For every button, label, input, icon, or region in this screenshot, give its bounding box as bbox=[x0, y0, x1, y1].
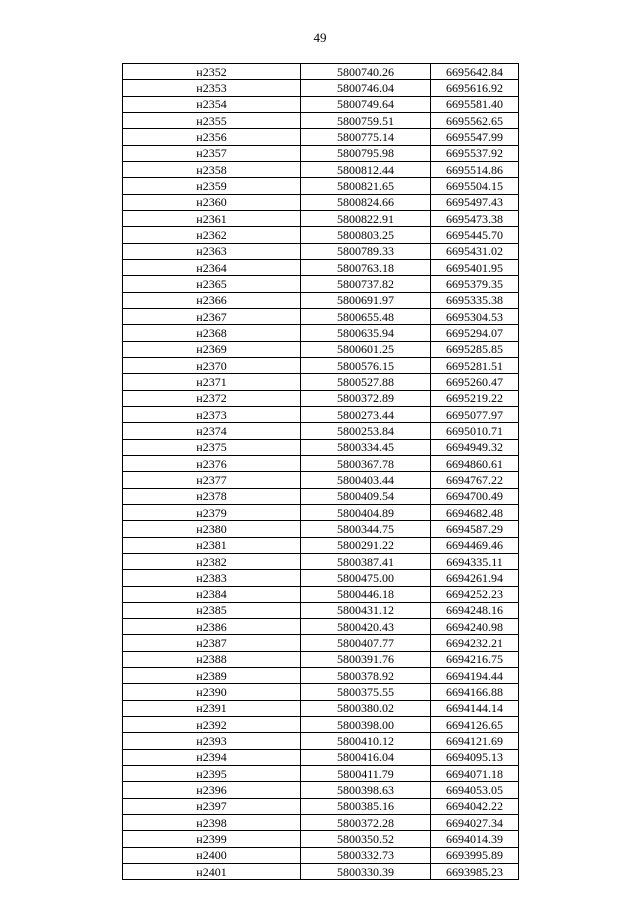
coordinate-table bbox=[122, 63, 519, 880]
y-coordinate-cell: 6695304.53 bbox=[431, 308, 519, 324]
table-row bbox=[123, 635, 519, 651]
table-row bbox=[123, 733, 519, 749]
x-coordinate-cell: 5800759.51 bbox=[301, 112, 431, 128]
table-row bbox=[123, 749, 519, 765]
y-coordinate-cell: 6694860.61 bbox=[431, 455, 519, 471]
y-coordinate-cell: 6694240.98 bbox=[431, 619, 519, 635]
y-coordinate-cell: 6693985.23 bbox=[431, 864, 519, 880]
point-name-cell: н2360 bbox=[123, 194, 301, 210]
y-coordinate-cell: 6694587.29 bbox=[431, 521, 519, 537]
table-row bbox=[123, 80, 519, 96]
x-coordinate-cell: 5800527.88 bbox=[301, 374, 431, 390]
x-coordinate-cell: 5800403.44 bbox=[301, 472, 431, 488]
y-coordinate-cell: 6694027.34 bbox=[431, 815, 519, 831]
point-name-cell: н2370 bbox=[123, 357, 301, 373]
x-coordinate-cell: 5800824.66 bbox=[301, 194, 431, 210]
table-row bbox=[123, 439, 519, 455]
table-row bbox=[123, 766, 519, 782]
y-coordinate-cell: 6695581.40 bbox=[431, 96, 519, 112]
x-coordinate-cell: 5800387.41 bbox=[301, 553, 431, 569]
y-coordinate-cell: 6694014.39 bbox=[431, 831, 519, 847]
table-row bbox=[123, 455, 519, 471]
point-name-cell: н2371 bbox=[123, 374, 301, 390]
y-coordinate-cell: 6695285.85 bbox=[431, 341, 519, 357]
point-name-cell: н2373 bbox=[123, 406, 301, 422]
x-coordinate-cell: 5800601.25 bbox=[301, 341, 431, 357]
y-coordinate-cell: 6695514.86 bbox=[431, 161, 519, 177]
point-name-cell: н2394 bbox=[123, 749, 301, 765]
y-coordinate-cell: 6695219.22 bbox=[431, 390, 519, 406]
y-coordinate-cell: 6695547.99 bbox=[431, 129, 519, 145]
x-coordinate-cell: 5800795.98 bbox=[301, 145, 431, 161]
point-name-cell: н2357 bbox=[123, 145, 301, 161]
table-row bbox=[123, 341, 519, 357]
x-coordinate-cell: 5800475.00 bbox=[301, 570, 431, 586]
y-coordinate-cell: 6694949.32 bbox=[431, 439, 519, 455]
x-coordinate-cell: 5800789.33 bbox=[301, 243, 431, 259]
y-coordinate-cell: 6695379.35 bbox=[431, 276, 519, 292]
point-name-cell: н2355 bbox=[123, 112, 301, 128]
x-coordinate-cell: 5800576.15 bbox=[301, 357, 431, 373]
table-row bbox=[123, 782, 519, 798]
y-coordinate-cell: 6694261.94 bbox=[431, 570, 519, 586]
table-row bbox=[123, 700, 519, 716]
page-number: 49 bbox=[313, 30, 327, 45]
point-name-cell: н2356 bbox=[123, 129, 301, 145]
point-name-cell: н2392 bbox=[123, 717, 301, 733]
table-row bbox=[123, 64, 519, 80]
point-name-cell: н2374 bbox=[123, 423, 301, 439]
y-coordinate-cell: 6695294.07 bbox=[431, 325, 519, 341]
x-coordinate-cell: 5800410.12 bbox=[301, 733, 431, 749]
point-name-cell: н2358 bbox=[123, 161, 301, 177]
y-coordinate-cell: 6694216.75 bbox=[431, 651, 519, 667]
point-name-cell: н2385 bbox=[123, 602, 301, 618]
y-coordinate-cell: 6694121.69 bbox=[431, 733, 519, 749]
point-name-cell: н2369 bbox=[123, 341, 301, 357]
table-row bbox=[123, 406, 519, 422]
x-coordinate-cell: 5800380.02 bbox=[301, 700, 431, 716]
point-name-cell: н2380 bbox=[123, 521, 301, 537]
point-name-cell: н2367 bbox=[123, 308, 301, 324]
table-row bbox=[123, 537, 519, 553]
point-name-cell: н2361 bbox=[123, 210, 301, 226]
y-coordinate-cell: 6695260.47 bbox=[431, 374, 519, 390]
table-row bbox=[123, 831, 519, 847]
table-row bbox=[123, 259, 519, 275]
x-coordinate-cell: 5800404.89 bbox=[301, 504, 431, 520]
y-coordinate-cell: 6695335.38 bbox=[431, 292, 519, 308]
point-name-cell: н2359 bbox=[123, 178, 301, 194]
point-name-cell: н2401 bbox=[123, 864, 301, 880]
y-coordinate-cell: 6695616.92 bbox=[431, 80, 519, 96]
x-coordinate-cell: 5800367.78 bbox=[301, 455, 431, 471]
table-row bbox=[123, 194, 519, 210]
x-coordinate-cell: 5800253.84 bbox=[301, 423, 431, 439]
point-name-cell: н2376 bbox=[123, 455, 301, 471]
point-name-cell: н2384 bbox=[123, 586, 301, 602]
y-coordinate-cell: 6694767.22 bbox=[431, 472, 519, 488]
y-coordinate-cell: 6694232.21 bbox=[431, 635, 519, 651]
point-name-cell: н2366 bbox=[123, 292, 301, 308]
coordinate-table-body bbox=[123, 64, 519, 880]
point-name-cell: н2396 bbox=[123, 782, 301, 798]
table-row bbox=[123, 243, 519, 259]
point-name-cell: н2353 bbox=[123, 80, 301, 96]
y-coordinate-cell: 6694126.65 bbox=[431, 717, 519, 733]
y-coordinate-cell: 6694194.44 bbox=[431, 668, 519, 684]
y-coordinate-cell: 6695445.70 bbox=[431, 227, 519, 243]
point-name-cell: н2381 bbox=[123, 537, 301, 553]
y-coordinate-cell: 6694682.48 bbox=[431, 504, 519, 520]
y-coordinate-cell: 6695473.38 bbox=[431, 210, 519, 226]
x-coordinate-cell: 5800385.16 bbox=[301, 798, 431, 814]
table-row bbox=[123, 145, 519, 161]
point-name-cell: н2352 bbox=[123, 64, 301, 80]
point-name-cell: н2388 bbox=[123, 651, 301, 667]
x-coordinate-cell: 5800655.48 bbox=[301, 308, 431, 324]
point-name-cell: н2372 bbox=[123, 390, 301, 406]
point-name-cell: н2368 bbox=[123, 325, 301, 341]
y-coordinate-cell: 6693995.89 bbox=[431, 847, 519, 863]
y-coordinate-cell: 6695537.92 bbox=[431, 145, 519, 161]
point-name-cell: н2377 bbox=[123, 472, 301, 488]
y-coordinate-cell: 6695642.84 bbox=[431, 64, 519, 80]
point-name-cell: н2386 bbox=[123, 619, 301, 635]
x-coordinate-cell: 5800416.04 bbox=[301, 749, 431, 765]
point-name-cell: н2365 bbox=[123, 276, 301, 292]
x-coordinate-cell: 5800332.73 bbox=[301, 847, 431, 863]
table-row bbox=[123, 717, 519, 733]
y-coordinate-cell: 6694469.46 bbox=[431, 537, 519, 553]
point-name-cell: н2395 bbox=[123, 766, 301, 782]
table-row bbox=[123, 161, 519, 177]
y-coordinate-cell: 6695431.02 bbox=[431, 243, 519, 259]
point-name-cell: н2363 bbox=[123, 243, 301, 259]
x-coordinate-cell: 5800431.12 bbox=[301, 602, 431, 618]
x-coordinate-cell: 5800344.75 bbox=[301, 521, 431, 537]
table-row bbox=[123, 374, 519, 390]
x-coordinate-cell: 5800763.18 bbox=[301, 259, 431, 275]
x-coordinate-cell: 5800822.91 bbox=[301, 210, 431, 226]
point-name-cell: н2390 bbox=[123, 684, 301, 700]
x-coordinate-cell: 5800803.25 bbox=[301, 227, 431, 243]
x-coordinate-cell: 5800635.94 bbox=[301, 325, 431, 341]
table-row bbox=[123, 308, 519, 324]
y-coordinate-cell: 6694144.14 bbox=[431, 700, 519, 716]
table-row bbox=[123, 684, 519, 700]
x-coordinate-cell: 5800391.76 bbox=[301, 651, 431, 667]
point-name-cell: н2398 bbox=[123, 815, 301, 831]
table-row bbox=[123, 178, 519, 194]
y-coordinate-cell: 6694248.16 bbox=[431, 602, 519, 618]
table-row bbox=[123, 472, 519, 488]
x-coordinate-cell: 5800420.43 bbox=[301, 619, 431, 635]
table-row bbox=[123, 847, 519, 863]
table-row bbox=[123, 864, 519, 880]
x-coordinate-cell: 5800350.52 bbox=[301, 831, 431, 847]
table-row bbox=[123, 129, 519, 145]
table-row bbox=[123, 521, 519, 537]
y-coordinate-cell: 6695562.65 bbox=[431, 112, 519, 128]
point-name-cell: н2375 bbox=[123, 439, 301, 455]
x-coordinate-cell: 5800291.22 bbox=[301, 537, 431, 553]
point-name-cell: н2391 bbox=[123, 700, 301, 716]
point-name-cell: н2364 bbox=[123, 259, 301, 275]
table-row bbox=[123, 488, 519, 504]
x-coordinate-cell: 5800746.04 bbox=[301, 80, 431, 96]
table-row bbox=[123, 668, 519, 684]
x-coordinate-cell: 5800821.65 bbox=[301, 178, 431, 194]
x-coordinate-cell: 5800691.97 bbox=[301, 292, 431, 308]
point-name-cell: н2378 bbox=[123, 488, 301, 504]
y-coordinate-cell: 6694095.13 bbox=[431, 749, 519, 765]
y-coordinate-cell: 6695077.97 bbox=[431, 406, 519, 422]
point-name-cell: н2383 bbox=[123, 570, 301, 586]
point-name-cell: н2362 bbox=[123, 227, 301, 243]
table-row bbox=[123, 276, 519, 292]
table-row bbox=[123, 292, 519, 308]
table-row bbox=[123, 96, 519, 112]
y-coordinate-cell: 6694335.11 bbox=[431, 553, 519, 569]
point-name-cell: н2379 bbox=[123, 504, 301, 520]
table-row bbox=[123, 815, 519, 831]
table-row bbox=[123, 357, 519, 373]
x-coordinate-cell: 5800812.44 bbox=[301, 161, 431, 177]
x-coordinate-cell: 5800273.44 bbox=[301, 406, 431, 422]
point-name-cell: н2399 bbox=[123, 831, 301, 847]
y-coordinate-cell: 6695497.43 bbox=[431, 194, 519, 210]
x-coordinate-cell: 5800398.63 bbox=[301, 782, 431, 798]
x-coordinate-cell: 5800372.28 bbox=[301, 815, 431, 831]
x-coordinate-cell: 5800407.77 bbox=[301, 635, 431, 651]
table-row bbox=[123, 423, 519, 439]
y-coordinate-cell: 6695504.15 bbox=[431, 178, 519, 194]
table-row bbox=[123, 553, 519, 569]
x-coordinate-cell: 5800740.26 bbox=[301, 64, 431, 80]
table-row bbox=[123, 504, 519, 520]
point-name-cell: н2393 bbox=[123, 733, 301, 749]
x-coordinate-cell: 5800378.92 bbox=[301, 668, 431, 684]
table-row bbox=[123, 390, 519, 406]
y-coordinate-cell: 6695401.95 bbox=[431, 259, 519, 275]
y-coordinate-cell: 6694166.88 bbox=[431, 684, 519, 700]
y-coordinate-cell: 6694042.22 bbox=[431, 798, 519, 814]
table-row bbox=[123, 112, 519, 128]
x-coordinate-cell: 5800411.79 bbox=[301, 766, 431, 782]
point-name-cell: н2387 bbox=[123, 635, 301, 651]
table-row bbox=[123, 602, 519, 618]
table-row bbox=[123, 227, 519, 243]
y-coordinate-cell: 6694700.49 bbox=[431, 488, 519, 504]
y-coordinate-cell: 6694053.05 bbox=[431, 782, 519, 798]
table-row bbox=[123, 586, 519, 602]
table-row bbox=[123, 651, 519, 667]
point-name-cell: н2389 bbox=[123, 668, 301, 684]
y-coordinate-cell: 6695010.71 bbox=[431, 423, 519, 439]
x-coordinate-cell: 5800409.54 bbox=[301, 488, 431, 504]
point-name-cell: н2400 bbox=[123, 847, 301, 863]
y-coordinate-cell: 6694071.18 bbox=[431, 766, 519, 782]
y-coordinate-cell: 6694252.23 bbox=[431, 586, 519, 602]
x-coordinate-cell: 5800749.64 bbox=[301, 96, 431, 112]
table-row bbox=[123, 325, 519, 341]
table-row bbox=[123, 570, 519, 586]
x-coordinate-cell: 5800446.18 bbox=[301, 586, 431, 602]
table-row bbox=[123, 210, 519, 226]
x-coordinate-cell: 5800398.00 bbox=[301, 717, 431, 733]
point-name-cell: н2354 bbox=[123, 96, 301, 112]
x-coordinate-cell: 5800334.45 bbox=[301, 439, 431, 455]
x-coordinate-cell: 5800375.55 bbox=[301, 684, 431, 700]
table-row bbox=[123, 619, 519, 635]
x-coordinate-cell: 5800372.89 bbox=[301, 390, 431, 406]
y-coordinate-cell: 6695281.51 bbox=[431, 357, 519, 373]
x-coordinate-cell: 5800737.82 bbox=[301, 276, 431, 292]
point-name-cell: н2382 bbox=[123, 553, 301, 569]
x-coordinate-cell: 5800775.14 bbox=[301, 129, 431, 145]
point-name-cell: н2397 bbox=[123, 798, 301, 814]
x-coordinate-cell: 5800330.39 bbox=[301, 864, 431, 880]
table-row bbox=[123, 798, 519, 814]
